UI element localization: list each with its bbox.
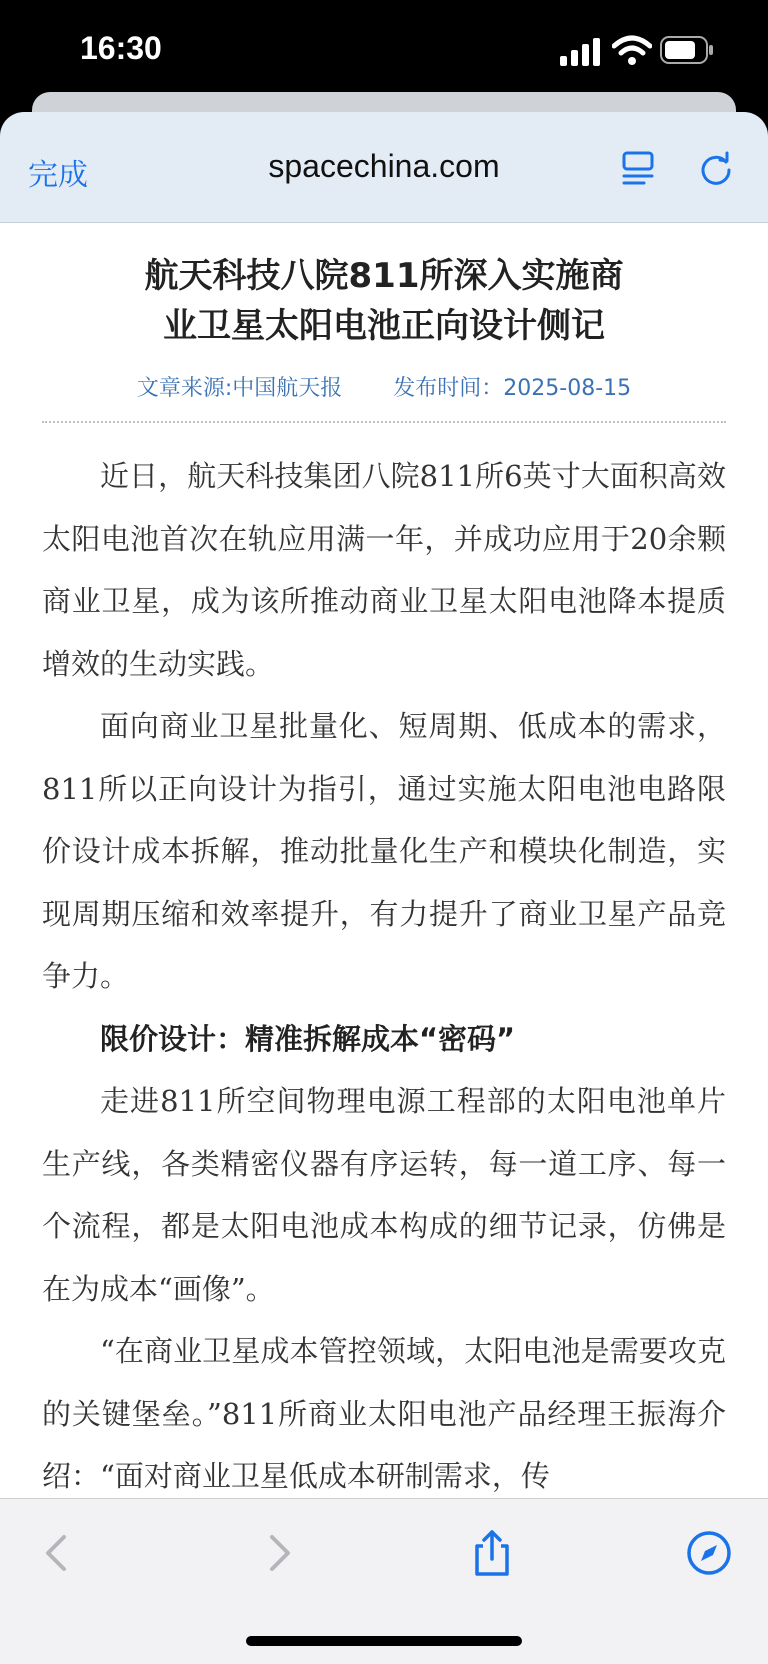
article-date: 发布时间：2025-08-15 xyxy=(393,376,632,401)
browser-header xyxy=(0,112,768,223)
wifi-icon xyxy=(612,34,652,66)
url-label: spacechina.com xyxy=(268,148,500,184)
paragraph: “在商业卫星成本管控领域，太阳电池是需要攻克的关键堡垒。”811所商业太阳电池产品经理王振海介绍：“面对商业卫星低成本研制需求，传 xyxy=(42,1334,726,1493)
cellular-signal-icon xyxy=(560,38,602,66)
paragraph: 走进811所空间物理电源工程部的太阳电池单片生产线，各类精密仪器有序运转，每一道工序、每一个流程，都是太阳电池成本构成的细节记录，仿佛是在为成本“画像”。 xyxy=(42,1084,726,1306)
home-indicator xyxy=(246,1636,522,1646)
article-body xyxy=(42,445,726,1498)
title-line-2: 业卫星太阳电池正向设计侧记 xyxy=(163,306,605,346)
paragraph: 近日，航天科技集团八院811所6英寸大面积高效太阳电池首次在轨应用满一年，并成功应用于20余颗商业卫星，成为该所推动商业卫星太阳电池降本提质增效的生动实践。 xyxy=(42,459,726,681)
forward-icon[interactable] xyxy=(254,1529,302,1577)
article-meta xyxy=(0,371,768,402)
paragraph: 面向商业卫星批量化、短周期、低成本的需求，811所以正向设计为指引，通过实施太阳电池电路限价设计成本拆解，推动批量化生产和模块化制造，实现周期压缩和效率提升，有力提升了商业卫星产品竞争力。 xyxy=(42,709,726,993)
share-icon[interactable] xyxy=(468,1529,516,1577)
divider xyxy=(42,421,726,423)
reader-mode-icon[interactable] xyxy=(620,150,656,186)
battery-icon xyxy=(660,36,714,64)
web-content xyxy=(0,223,768,1498)
article-source: 文章来源:中国航天报 xyxy=(136,376,343,401)
back-icon[interactable] xyxy=(34,1529,82,1577)
done-button[interactable]: 完成 xyxy=(28,158,88,193)
article-title xyxy=(60,251,708,351)
status-bar xyxy=(0,0,768,100)
section-heading: 限价设计：精准拆解成本“密码” xyxy=(100,1021,516,1056)
compass-icon[interactable] xyxy=(685,1529,733,1577)
title-line-1: 航天科技八院811所深入实施商 xyxy=(144,256,624,296)
reload-icon[interactable] xyxy=(696,148,736,188)
clock: 16:30 xyxy=(80,30,162,66)
